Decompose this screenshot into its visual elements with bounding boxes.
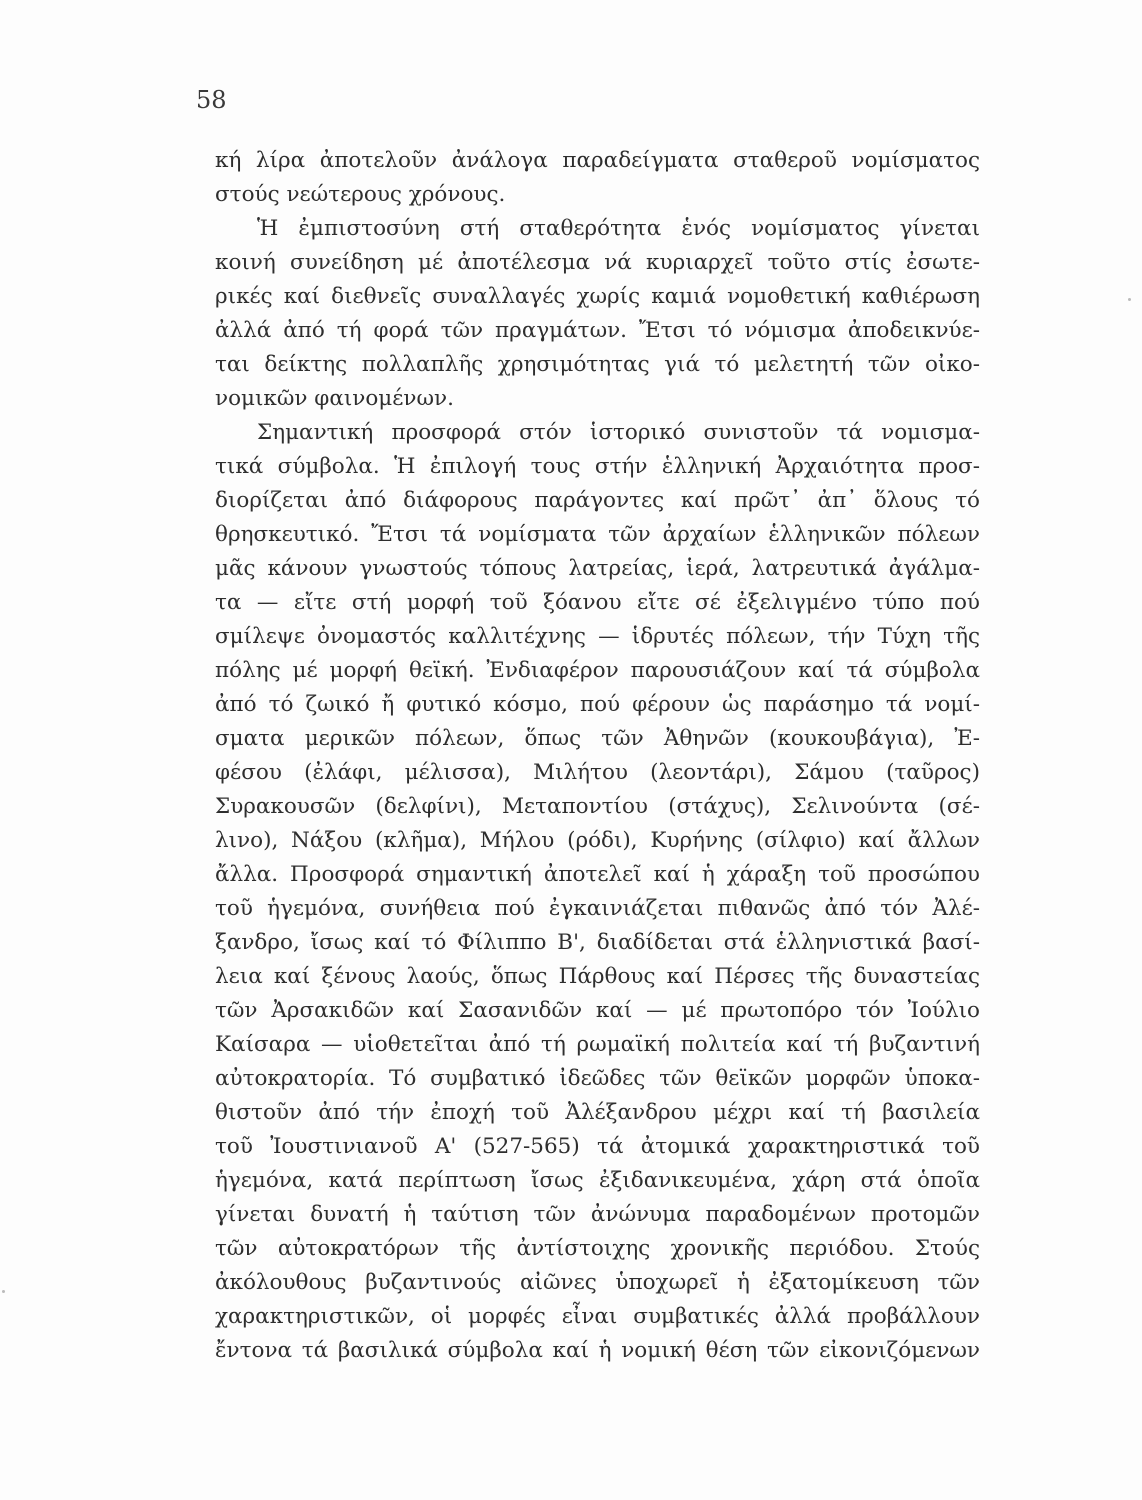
text-line: διορίζεται ἀπό διάφορους παράγοντες καί πρῶτ᾿ ἀπ᾿ ὅλους τό (215, 488, 980, 513)
text-line: ἀκόλουθους βυζαντινούς αἰῶνες ὑποχωρεῖ ἡ ἐξατομίκευση τῶν (215, 1270, 980, 1295)
text-line: σμίλεψε ὀνομαστός καλλιτέχνης — ἱδρυτές πόλεων, τήν Τύχη τῆς (215, 624, 980, 649)
text-line: αὐτοκρατορία. Τό συμβατικό ἰδεῶδες τῶν θεϊκῶν μορφῶν ὑποκα- (215, 1066, 980, 1091)
text-line: θιστοῦν ἀπό τήν ἐποχή τοῦ Ἀλέξανδρου μέχρι καί τή βασιλεία (215, 1100, 980, 1125)
text-line: τοῦ ἡγεμόνα, συνήθεια πού ἐγκαινιάζεται πιθανῶς ἀπό τόν Ἀλέ- (215, 896, 980, 921)
text-line: φέσου (ἐλάφι, μέλισσα), Μιλήτου (λεοντάρι), Σάμου (ταῦρος) (215, 760, 980, 785)
text-line: λινο), Νάξου (κλῆμα), Μήλου (ρόδι), Κυρήνης (σίλφιο) καί ἄλλων (215, 828, 980, 853)
text-line: ἀπό τό ζωικό ἤ φυτικό κόσμο, πού φέρουν ὡς παράσημο τά νομί- (215, 692, 980, 717)
text-line: ξανδρο, ἴσως καί τό Φίλιππο Β', διαδίδεται στά ἑλληνιστικά βασί- (215, 930, 980, 955)
text-line: τῶν Ἀρσακιδῶν καί Σασανιδῶν καί — μέ πρωτοπόρο τόν Ἰούλιο (215, 998, 980, 1023)
text-line: πόλης μέ μορφή θεϊκή. Ἐνδιαφέρον παρουσιάζουν καί τά σύμβολα (215, 658, 980, 683)
text-line: ἄλλα. Προσφορά σημαντική ἀποτελεῖ καί ἡ χάραξη τοῦ προσώπου (215, 862, 980, 887)
text-line: ρικές καί διεθνεῖς συναλλαγές χωρίς καμιά νομοθετική καθιέρωση (215, 284, 980, 309)
text-line: ται δείκτης πολλαπλῆς χρησιμότητας γιά τό μελετητή τῶν οἰκο- (215, 352, 980, 377)
text-line: θρησκευτικό. Ἔτσι τά νομίσματα τῶν ἀρχαίων ἑλληνικῶν πόλεων (215, 522, 980, 547)
text-line: ἔντονα τά βασιλικά σύμβολα καί ἡ νομική θέση τῶν εἰκονιζόμενων (215, 1338, 980, 1363)
scan-speck (2, 1290, 5, 1293)
text-line: τοῦ Ἰουστινιανοῦ Α' (527-565) τά ἀτομικά χαρακτηριστικά τοῦ (215, 1134, 980, 1159)
text-line: γίνεται δυνατή ἡ ταύτιση τῶν ἀνώνυμα παραδομένων προτομῶν (215, 1202, 980, 1227)
text-line: ἀλλά ἀπό τή φορά τῶν πραγμάτων. Ἔτσι τό νόμισμα ἀποδεικνύε- (215, 318, 980, 343)
text-line: χαρακτηριστικῶν, οἱ μορφές εἶναι συμβατικές ἀλλά προβάλλουν (215, 1304, 980, 1329)
scan-speck (1128, 298, 1131, 301)
text-line: σματα μερικῶν πόλεων, ὅπως τῶν Ἀθηνῶν (κουκουβάγια), Ἐ- (215, 726, 980, 751)
text-line: κοινή συνείδηση μέ ἀποτέλεσμα νά κυριαρχεῖ τοῦτο στίς ἐσωτε- (215, 250, 980, 275)
text-line: νομικῶν φαινομένων. (215, 386, 454, 411)
text-line: Συρακουσῶν (δελφίνι), Μεταποντίου (στάχυς), Σελινούντα (σέ- (215, 794, 980, 819)
page-number: 58 (196, 86, 227, 114)
text-line: ἡγεμόνα, κατά περίπτωση ἴσως ἐξιδανικευμένα, χάρη στά ὁποῖα (215, 1168, 980, 1193)
text-line: Σημαντική προσφορά στόν ἱστορικό συνιστοῦν τά νομισμα- (257, 420, 980, 445)
text-line: λεια καί ξένους λαούς, ὅπως Πάρθους καί Πέρσες τῆς δυναστείας (215, 964, 980, 989)
text-line: τῶν αὐτοκρατόρων τῆς ἀντίστοιχης χρονικῆς περιόδου. Στούς (215, 1236, 980, 1261)
text-line: στούς νεώτερους χρόνους. (215, 182, 506, 207)
text-line: τα — εἴτε στή μορφή τοῦ ξόανου εἴτε σέ ἐξελιγμένο τύπο πού (215, 590, 980, 615)
text-line: Καίσαρα — υἱοθετεῖται ἀπό τή ρωμαϊκή πολιτεία καί τή βυζαντινή (215, 1032, 980, 1057)
text-line: κή λίρα ἀποτελοῦν ἀνάλογα παραδείγματα σταθεροῦ νομίσματος (215, 148, 980, 173)
text-line: τικά σύμβολα. Ἡ ἐπιλογή τους στήν ἑλληνική Ἀρχαιότητα προσ- (215, 454, 980, 479)
text-line: Ἡ ἐμπιστοσύνη στή σταθερότητα ἑνός νομίσματος γίνεται (257, 216, 980, 241)
text-line: μᾶς κάνουν γνωστούς τόπους λατρείας, ἱερά, λατρευτικά ἀγάλμα- (215, 556, 980, 581)
body-text (215, 144, 980, 1368)
